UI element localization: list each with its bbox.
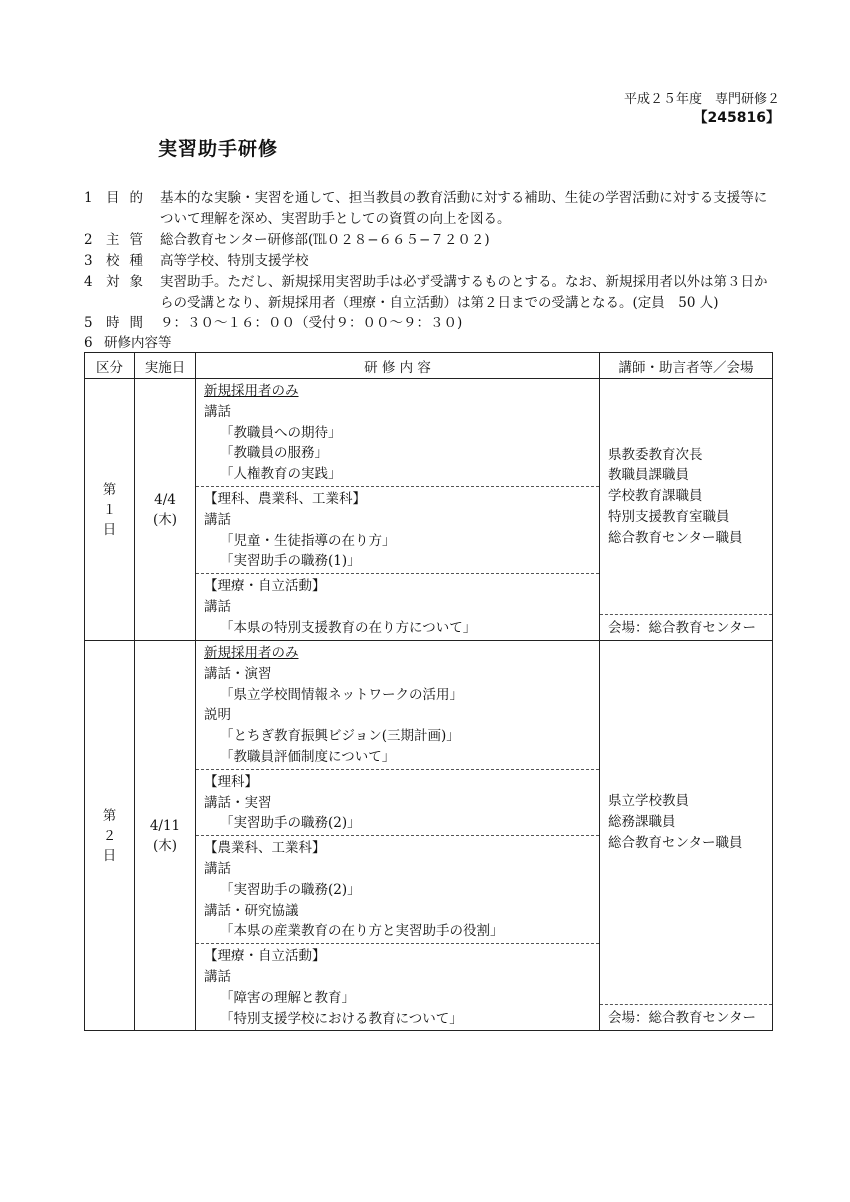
item-label: 校種 [106, 253, 153, 269]
header-content: 研 修 内 容 [196, 353, 600, 379]
item-label: 主管 [106, 232, 153, 248]
item-label: 研修内容等 [104, 335, 172, 351]
lecturer-item: 総合教育センター職員 [608, 834, 743, 851]
header-year-label: 平成２５年度 専門研修２ [623, 92, 780, 107]
content-line: 講話 [204, 598, 231, 615]
content-line: 【農業科、工業科】 [204, 840, 326, 857]
target-group-label: 新規採用者のみ [204, 645, 299, 661]
date-value: 4/11 [149, 817, 181, 834]
content-line: 説明 [204, 707, 231, 724]
content-line: 講話 [204, 860, 231, 877]
session-date [135, 379, 196, 641]
content-line: 【理科】 [204, 773, 258, 790]
item-label: 目的 [106, 190, 153, 206]
content-line: 【理療・自立活動】 [204, 578, 326, 595]
content-line: 講話・演習 [204, 665, 272, 682]
lecture-title: 「とちぎ教育振興ビジョン(三期計画)」 [220, 728, 460, 745]
item-text-line: らの受講となり、新規採用者（理療・自立活動）は第２日までの受講となる。(定員 50 人) [160, 295, 719, 311]
day-label-char: 第 [102, 807, 117, 824]
lecture-title: 「特別支援学校における教育について」 [220, 1010, 463, 1027]
lecture-title: 「実習助手の職務(2)」 [220, 815, 361, 832]
header-kubun: 区分 [85, 353, 135, 379]
item-number: 2 [84, 232, 93, 248]
lecturers-venue [600, 379, 773, 641]
content-line: 講話 [204, 968, 231, 985]
lecturers-venue [600, 641, 773, 1031]
content-block [196, 769, 599, 835]
content-line: 講話 [204, 511, 231, 528]
content-block [196, 573, 599, 639]
lecture-title: 「本県の特別支援教育の在り方について」 [220, 619, 477, 636]
day-label [85, 641, 135, 1031]
item-number: 3 [84, 253, 93, 269]
table-header-row [85, 353, 773, 379]
session-date [135, 641, 196, 1031]
item-text-line: 高等学校、特別支援学校 [160, 253, 309, 269]
item-text-line: 総合教育センター研修部(℡０２８−６６５−７２０２) [160, 232, 490, 248]
item-text-line: 実習助手。ただし、新規採用実習助手は必ず受講するものとする。なお、新規採用者以外は第３日か [160, 274, 768, 290]
course-code: 【245816】 [693, 110, 780, 126]
lecturer-item: 特別支援教育室職員 [608, 508, 730, 525]
lecture-title: 「教職員への期待」 [220, 424, 342, 441]
lecturer-item: 県教委教育次長 [608, 446, 703, 463]
table-row [85, 379, 773, 641]
training-content [196, 379, 600, 641]
item-number: 1 [84, 190, 93, 206]
lecturer-item: 教職員課職員 [608, 467, 689, 484]
content-line: 【理療・自立活動】 [204, 948, 326, 965]
item-text-line: 基本的な実験・実習を通して、担当教員の教育活動に対する補助、生徒の学習活動に対する支援等に [160, 190, 768, 206]
lecture-title: 「障害の理解と教育」 [220, 989, 355, 1006]
item-label: 対象 [106, 274, 153, 290]
lecturer-item: 総合教育センター職員 [608, 529, 743, 546]
content-block [196, 486, 599, 573]
lecture-title: 「実習助手の職務(2)」 [220, 881, 361, 898]
item-number: 4 [84, 274, 93, 290]
item-number: 5 [84, 315, 93, 331]
lecture-title: 「教職員評価制度について」 [220, 748, 396, 765]
lecture-title: 「教職員の服務」 [220, 445, 328, 462]
date-value: 4/4 [154, 491, 176, 508]
day-label-char: ２ [102, 827, 117, 844]
content-block [196, 641, 599, 769]
item-text-line: ９：３０〜１６：００（受付９：００〜９：３０) [160, 315, 463, 331]
weekday: (木) [152, 837, 178, 854]
day-label-char: 日 [102, 847, 117, 864]
content-block [196, 835, 599, 943]
lecture-title: 「児童・生徒指導の在り方」 [220, 532, 396, 549]
table-row [85, 641, 773, 1031]
item-label: 時間 [106, 315, 153, 331]
target-group-label: 新規採用者のみ [204, 383, 299, 399]
content-line: 講話 [204, 403, 231, 420]
header-date: 実施日 [135, 353, 196, 379]
lecturer-item: 学校教育課職員 [608, 488, 703, 505]
day-label [85, 379, 135, 641]
content-line: 【理科、農業科、工業科】 [204, 490, 366, 507]
training-content [196, 641, 600, 1031]
weekday: (木) [152, 511, 178, 528]
content-line: 講話・研究協議 [204, 902, 299, 919]
day-label-char: １ [102, 501, 117, 518]
lecturer-item: 総務課職員 [608, 814, 676, 831]
day-label-char: 第 [102, 481, 117, 498]
content-block [196, 943, 599, 1030]
lecture-title: 「人権教育の実践」 [220, 466, 342, 483]
day-label-char: 日 [102, 521, 117, 538]
training-schedule-table [84, 352, 773, 1031]
section-6-heading [84, 331, 172, 351]
header-lecturer: 講師・助言者等／会場 [600, 353, 773, 379]
content-line: 講話・実習 [204, 794, 272, 811]
lecture-title: 「本県の産業教育の在り方と実習助手の役割」 [220, 923, 504, 940]
page-title: 実習助手研修 [158, 138, 279, 160]
venue: 会場：総合教育センター [600, 1004, 772, 1030]
venue: 会場：総合教育センター [600, 614, 772, 640]
item-text-line: ついて理解を深め、実習助手としての資質の向上を図る。 [160, 211, 511, 227]
item-number: 6 [84, 335, 93, 351]
lecture-title: 「県立学校間情報ネットワークの活用」 [220, 686, 463, 703]
lecturer-item: 県立学校教員 [608, 793, 689, 810]
lecture-title: 「実習助手の職務(1)」 [220, 553, 361, 570]
content-block [196, 379, 599, 486]
